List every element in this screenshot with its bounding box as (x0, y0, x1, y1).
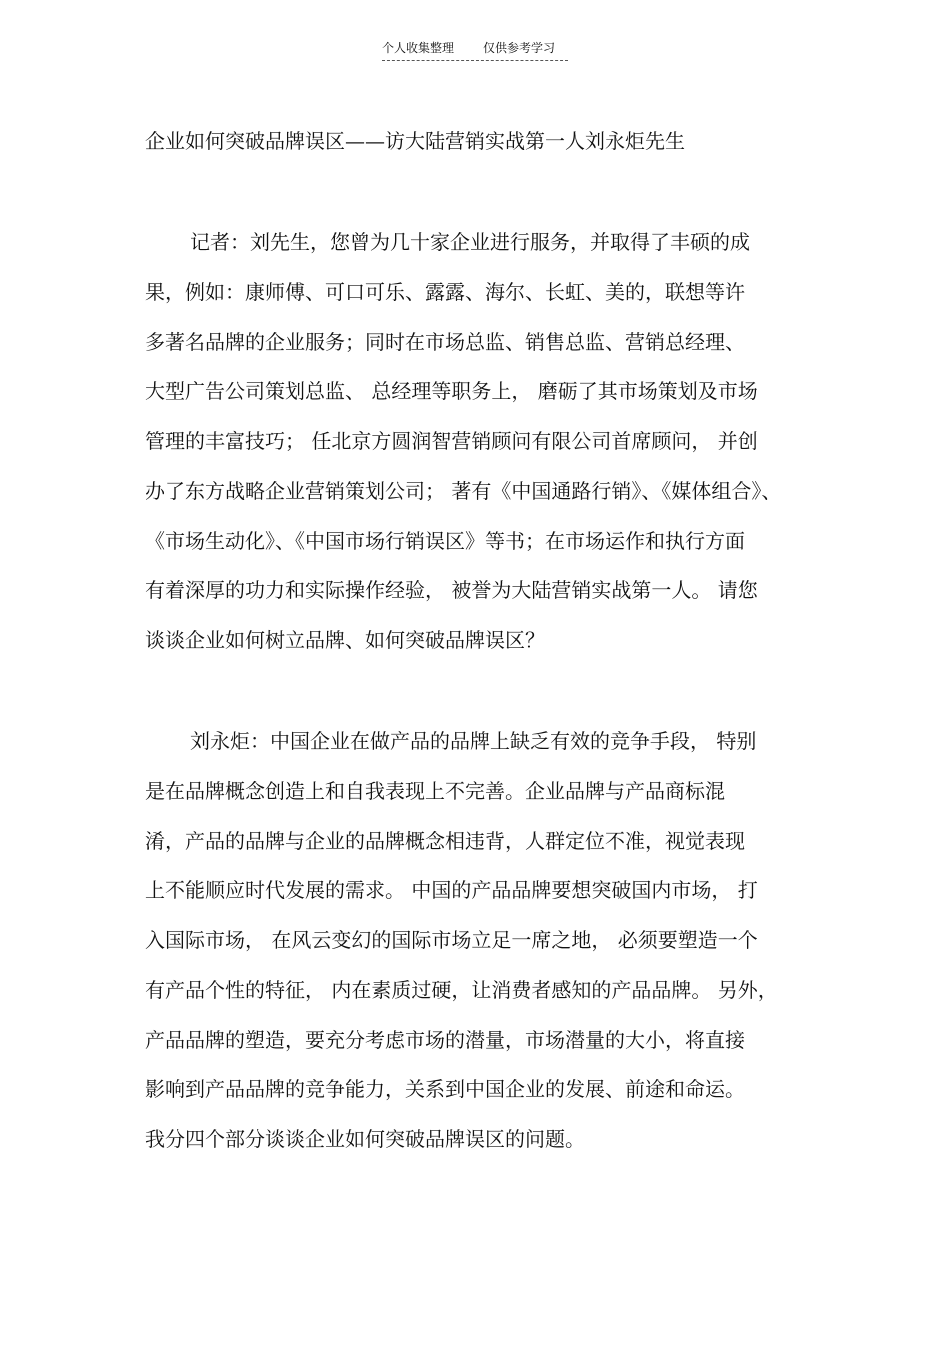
paragraph-line: 淆，产品的品牌与企业的品牌概念相违背，人群定位不准，视觉表现 (145, 829, 745, 853)
paragraph-line: 办了东方战略企业营销策划公司； 著有《中国通路行销》、《媒体组合》、 (145, 479, 782, 503)
paragraph-line: 产品品牌的塑造，要充分考虑市场的潜量，市场潜量的大小，将直接 (145, 1028, 745, 1052)
paragraph-line: 有产品个性的特征， 内在素质过硬，让消费者感知的产品品牌。 另外， (145, 978, 778, 1002)
header-right-text: 仅供参考学习 (483, 41, 556, 55)
paragraph-line: 《市场生动化》、《中国市场行销误区》等书；在市场运作和执行方面 (145, 529, 745, 553)
paragraph-line: 影响到产品品牌的竞争能力，关系到中国企业的发展、前途和命运。 (145, 1077, 745, 1101)
paragraph-line: 上不能顺应时代发展的需求。 中国的产品品牌要想突破国内市场， 打 (145, 878, 758, 902)
paragraph-line: 多著名品牌的企业服务；同时在市场总监、销售总监、营销总经理、 (145, 330, 745, 354)
paragraph-line: 有着深厚的功力和实际操作经验， 被誉为大陆营销实战第一人。 请您 (145, 578, 758, 602)
paragraph-line: 是在品牌概念创造上和自我表现上不完善。企业品牌与产品商标混 (145, 779, 725, 803)
page-header (382, 40, 568, 61)
paragraph-line: 入国际市场， 在风云变幻的国际市场立足一席之地， 必须要塑造一个 (145, 928, 758, 952)
paragraph-line: 果，例如：康师傅、可口可乐、露露、海尔、长虹、美的，联想等许 (145, 280, 745, 304)
paragraph-line: 刘永炬：中国企业在做产品的品牌上缺乏有效的竞争手段， 特别 (190, 729, 757, 753)
header-left-text: 个人收集整理 (382, 41, 455, 55)
paragraph-line: 谈谈企业如何树立品牌、如何突破品牌误区？ (145, 628, 545, 652)
paragraph-line: 大型广告公司策划总监、 总经理等职务上， 磨砺了其市场策划及市场 (145, 379, 758, 403)
paragraph-line: 记者：刘先生，您曾为几十家企业进行服务，并取得了丰硕的成 (190, 230, 750, 254)
paragraph-line: 我分四个部分谈谈企业如何突破品牌误区的问题。 (145, 1127, 585, 1151)
document-title: 企业如何突破品牌误区——访大陆营销实战第一人刘永炬先生 (145, 129, 685, 153)
paragraph-line: 管理的丰富技巧； 任北京方圆润智营销顾问有限公司首席顾问， 并创 (145, 429, 758, 453)
